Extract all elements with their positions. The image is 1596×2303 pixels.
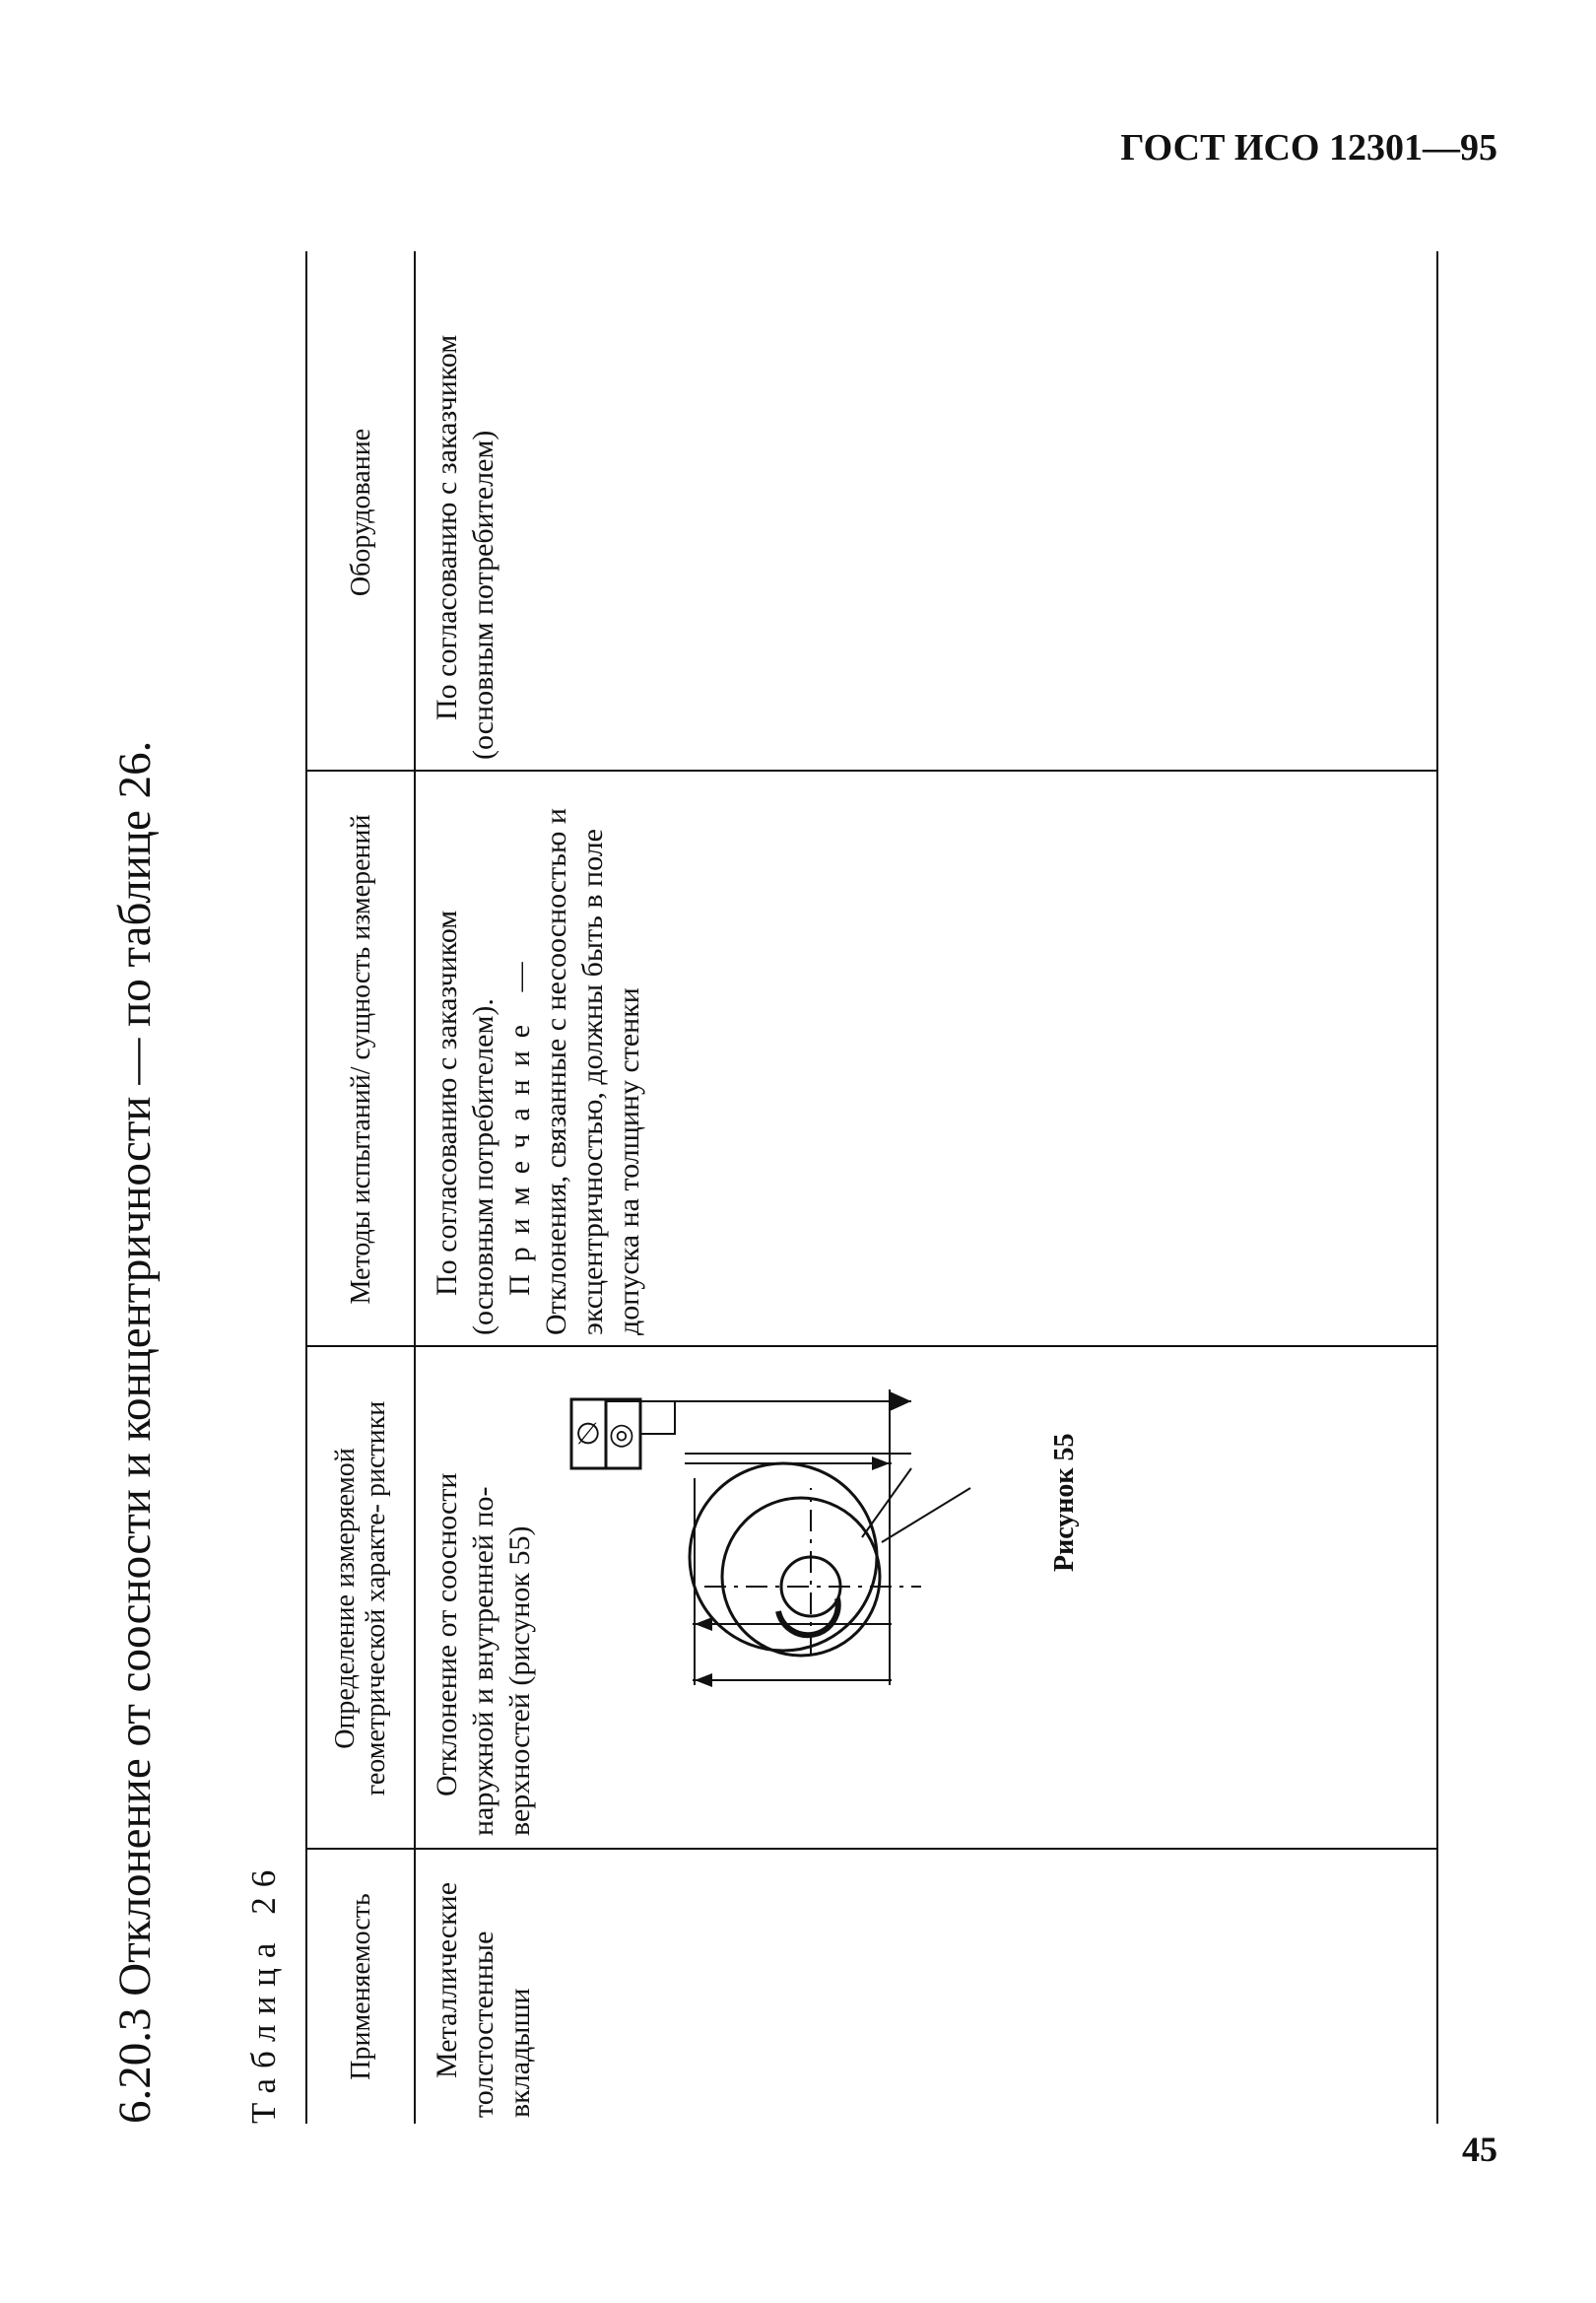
header-methods: Методы испытаний/ сущность измерений: [345, 814, 376, 1305]
leader-line: [862, 1468, 911, 1537]
leader-line: [882, 1488, 970, 1542]
coaxiality-drawing: [557, 1360, 1030, 1715]
table-header-rule: [414, 251, 416, 2124]
arrow-head: [890, 1391, 911, 1411]
cell-applicability: Металлические толстостенные вкладыши: [431, 1881, 536, 2118]
page-number: 45: [1462, 2130, 1497, 2169]
cell-equipment: По согласованию с заказчиком (основным потребителем): [431, 334, 499, 760]
arrow-head: [695, 1617, 712, 1631]
section-title: 6.20.3 Отклонение от соосности и концентричности — по таблице 26.: [109, 740, 161, 2124]
note-label: Примечание —: [503, 949, 536, 1296]
header-definition: Определение измеряемой геометрической характе- ристики: [330, 1400, 391, 1796]
header-equipment: Оборудование: [345, 428, 376, 597]
arrow-head: [695, 1673, 712, 1687]
rotated-content: [108, 222, 1468, 2153]
column-divider: [305, 1345, 1438, 1347]
concentricity-symbol: ◎: [608, 1417, 635, 1452]
figure-caption: Рисунок 55: [1049, 1433, 1080, 1572]
cell-definition: Отклонение от соосности наружной и внутренней по- верхностей (рисунок 55): [431, 1472, 536, 1836]
table-label: Таблица 26: [244, 1860, 283, 2124]
table-26: [305, 251, 1438, 2124]
header-applicability: Применяемость: [345, 1893, 376, 2080]
document-code: ГОСТ ИСО 12301—95: [1120, 127, 1497, 169]
cell-methods: [429, 783, 647, 1335]
column-divider: [305, 770, 1438, 772]
frame-leader: [640, 1401, 675, 1434]
methods-main-text: По согласованию с заказчиком (основным потребителем).: [431, 910, 499, 1335]
table-bottom-rule: [1436, 251, 1438, 2124]
column-divider: [305, 1848, 1438, 1850]
note-text: Отклонения, связанные с несоосностью и эксцентричностью, должны быть в поле допуска на толщину стенки: [540, 808, 645, 1335]
diameter-symbol: ∅: [574, 1417, 602, 1452]
arrow-head: [872, 1456, 890, 1470]
